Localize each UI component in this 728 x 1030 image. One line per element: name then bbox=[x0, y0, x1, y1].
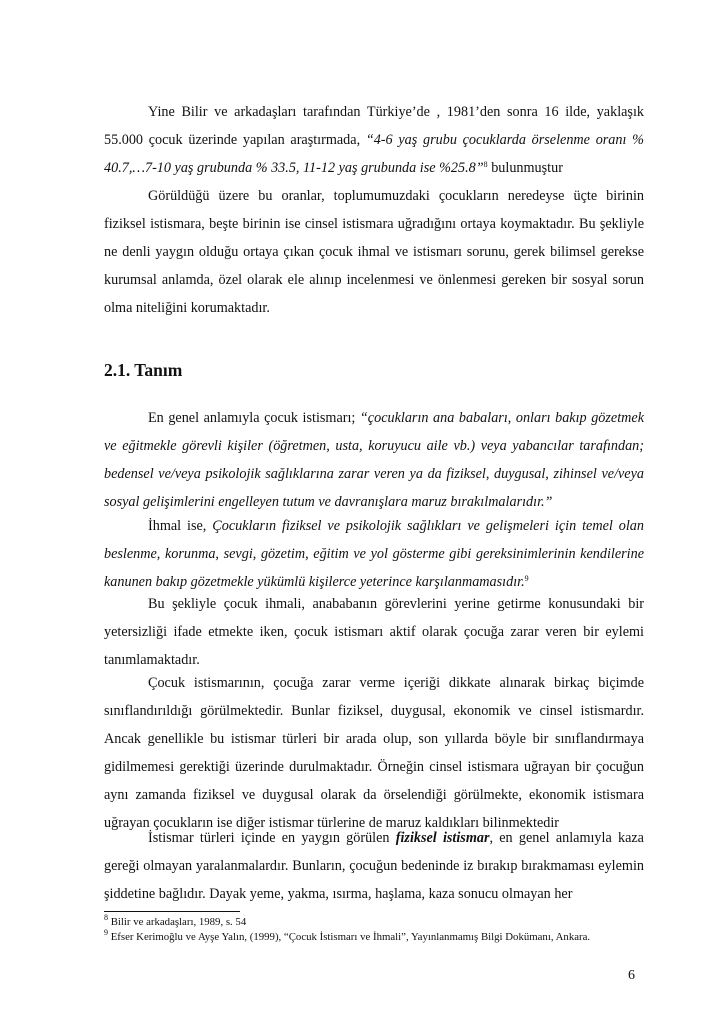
section-heading: 2.1. Tanım bbox=[104, 360, 183, 380]
footnote-text: Efser Kerimoğlu ve Ayşe Yalın, (1999), “Çocuk İstismarı ve İhmali”, Yayınlanmamış Bilgi Dokümanı, Ankara. bbox=[110, 931, 591, 943]
paragraph-survey bbox=[104, 98, 644, 182]
paragraph-physical-abuse bbox=[104, 824, 644, 908]
footnote-number: 9 bbox=[104, 928, 108, 937]
paragraph-text: , en genel anlamıyla kaza gereği olmayan yaralanmalardır. Bunların, çocuğun bedeninde iz bırakıp bırakmaması eylemin şiddetine bağlıdır. Dayak yeme, yakma, ısırma, haşlama, kaza sonucu olmayan her bbox=[104, 830, 644, 902]
page-number: 6 bbox=[628, 968, 635, 983]
paragraph-ratios: Görüldüğü üzere bu oranlar, toplumumuzdaki çocukların neredeyse üçte birinin fiziksel istismara, beşte birinin ise cinsel istismara uğradığını ortaya koymaktadır. Bu şekliyle ne denli yaygın olduğu ortaya çıkan çocuk ihmal ve istismarı sorunu, gerek bilimsel gerekse kurumsal anlamda, özel olarak ele alınıp incelenmesi ve önlenmesi gereken bir sosyal sorun olma niteliğini korumaktadır. bbox=[104, 188, 644, 316]
paragraph-neglect bbox=[104, 512, 644, 596]
footnote-8 bbox=[104, 915, 246, 929]
paragraph-text: En genel anlamıyla çocuk istismarı; bbox=[148, 410, 360, 426]
footnote-number: 8 bbox=[104, 913, 108, 922]
paragraph-neglect-vs-abuse: Bu şekliyle çocuk ihmali, anababanın görevlerini yerine getirme konusundaki bir yetersizliği ifade etmekte iken, çocuk istismarı aktif olarak çocuğa zarar veren bir eylemi tanımlamaktadır. bbox=[104, 596, 644, 668]
footnote-ref: 9 bbox=[524, 574, 529, 583]
emphasis-term: fiziksel istismar bbox=[395, 830, 490, 846]
paragraph-definition bbox=[104, 404, 644, 516]
paragraph-text: Yine Bilir ve arkadaşları tarafından Türkiye’de , 1981’den sonra 16 ilde, yaklaşık 55.000 çocuk üzerinde yapılan araştırmada, bbox=[104, 104, 644, 148]
paragraph-text: İhmal ise, bbox=[148, 518, 213, 534]
footnote-divider bbox=[104, 911, 240, 912]
footnote-text: Bilir ve arkadaşları, 1989, s. 54 bbox=[110, 916, 247, 928]
paragraph-text: İstismar türleri içinde en yaygın görülen bbox=[148, 830, 396, 846]
footnote-ref: 8 bbox=[483, 160, 488, 169]
neglect-definition: Çocukların fiziksel ve psikolojik sağlıkları ve gelişmeleri için temel olan beslenme, korunma, sevgi, gözetim, eğitim ve yol gösterme gibi gereksinimlerinin kendilerine kanunen bakıp gözetmekle yükümlü kişilerce yeterince karşılanmamasıdır. bbox=[104, 518, 644, 590]
paragraph-text: bulunmuştur bbox=[487, 160, 563, 176]
quoted-statistics: “4-6 yaş grubu çocuklarda örselenme oranı % 40.7,…7-10 yaş grubunda % 33.5, 11-12 yaş grubunda ise %25.8” bbox=[104, 132, 644, 176]
paragraph-classification: Çocuk istismarının, çocuğa zarar verme içeriği dikkate alınarak birkaç biçimde sınıflandırıldığı görülmektedir. Bunlar fiziksel, duygusal, ekonomik ve cinsel istismardır. Ancak genellikle bu istismar türleri bir arada olup, son yıllarda böyle bir sınıflandırmaya gidilmemesi gerektiği üzerinde durulmaktadır. Örneğin cinsel istismara uğrayan bir çocuğun aynı zamanda fiziksel ve duygusal olarak da örselendiği görülmekte, ekonomik istismara uğrayan çocukların ise diğer istismar türlerine de maruz kaldıkları bilinmektedir bbox=[104, 675, 644, 831]
definition-quote: “çocukların ana babaları, onları bakıp gözetmek ve eğitmekle görevli kişiler (öğretmen, usta, koruyucu aile vb.) veya yabancılar tarafından; bedensel ve/veya psikolojik sağlıklarına zarar veren ya da fiziksel, duygusal, zihinsel ve/veya sosyal gelişimlerini engelleyen tutum ve davranışlara maruz bırakılmalarıdır.” bbox=[104, 410, 644, 510]
footnote-9 bbox=[104, 930, 590, 944]
